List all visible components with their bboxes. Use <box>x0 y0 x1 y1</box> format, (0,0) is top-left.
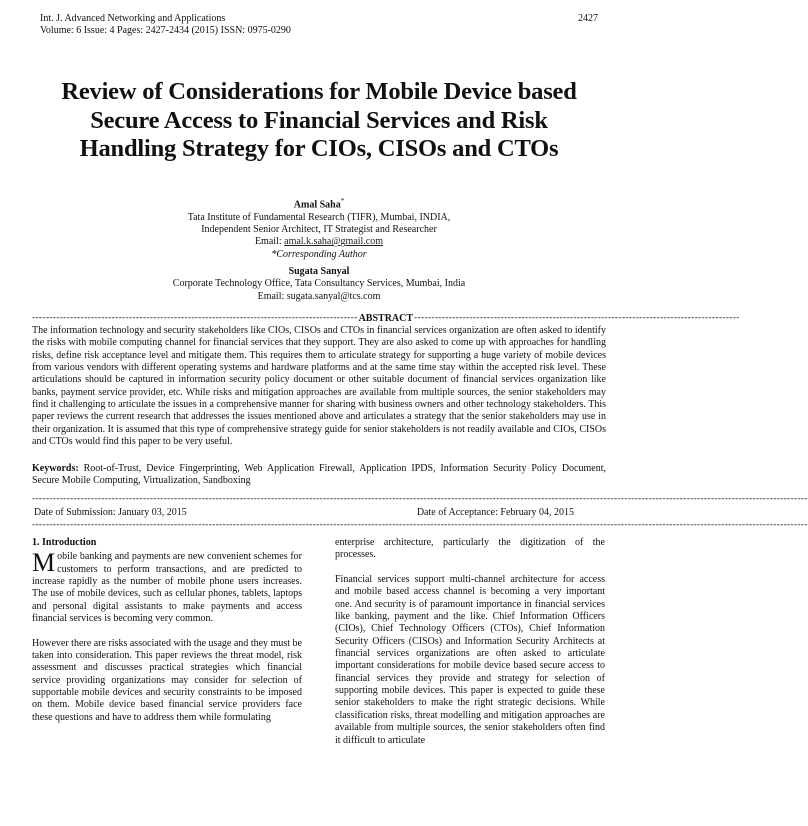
author1-affiliation: Tata Institute of Fundamental Research (TIFR), Mumbai, INDIA, <box>187 211 451 223</box>
submission-date: Date of Submission: January 03, 2015 <box>34 507 187 518</box>
keywords-label: Keywords: <box>32 463 79 474</box>
right-column <box>335 537 605 759</box>
author2-email: Email: sugata.sanyal@tcs.com <box>257 290 381 302</box>
author1-role: Independent Senior Architect, IT Strategist and Researcher <box>201 223 437 235</box>
corresponding-mark: * <box>340 197 345 205</box>
left-column <box>32 537 302 737</box>
journal-header <box>40 13 598 37</box>
divider-bottom: -------------------------------------------------------------------------------------------------------------------------------------------------------------------------------------------------------------------------------- <box>32 520 808 530</box>
right-paragraph-2: Financial services support multi-channel architecture for access and mobile based access channel is becoming a very important one. And security is of paramount importance in financial services like banking, payment and the like. Chief Information Officers (CIOs), Chief Technology Officers (CTOs), Chief Information Security Officers (CISOs) and Information Security Architects at financial services organizations are often asked to articulate important considerations for mobile device based secure access to financial services they provide and strategy for selection of supporting mobile devices. This paper is expected to guide these senior stakeholders to make the right strategic decisions. While classification risks, threat modelling and mitigation approaches are available from multiple sources, the senior stakeholders often find it difficult to articulate <box>335 574 605 746</box>
corresponding-author-note: *Corresponding Author <box>271 248 367 260</box>
acceptance-date: Date of Acceptance: February 04, 2015 <box>416 507 574 518</box>
right-paragraph-1: enterprise architecture, particularly the digitization of the processes. <box>335 537 605 561</box>
journal-volume-info: Volume: 6 Issue: 4 Pages: 2427-2434 (2015) ISSN: 0975-0290 <box>40 25 291 36</box>
drop-cap: M <box>32 548 56 578</box>
author2-block <box>40 266 598 303</box>
dates-row <box>34 507 574 519</box>
intro-paragraph-1 <box>32 548 302 625</box>
divider-dashes-left: ---------------------------------------------------------------------------------------------- <box>32 313 358 323</box>
author2-name: Sugata Sanyal <box>288 266 350 277</box>
paper-title: Review of Considerations for Mobile Device based Secure Access to Financial Services and Risk Handling Strategy for CIOs, CISOs and CTOs <box>61 78 577 162</box>
author1-name: Amal Saha <box>293 199 341 211</box>
author2-affiliation: Corporate Technology Office, Tata Consultancy Services, Mumbai, India <box>172 278 466 290</box>
section-heading-introduction: 1. Introduction <box>32 537 97 548</box>
journal-name: Int. J. Advanced Networking and Applications <box>40 13 226 24</box>
intro-paragraph-1-text: obile banking and payments are new convenient schemes for customers to perform transactions, and are predicted to increase rapidly as the number of mobile phone users increases. The use of mobile devices, such as cellular phones, tablets, laptops and personal digital assistants to make payments and access financial services is becoming very common. <box>32 551 302 625</box>
abstract-text: The information technology and security stakeholders like CIOs, CISOs and CTOs in financial services organization are often asked to identify the risks with mobile computing channel for financial services that they support. They are also asked to come up with approaches for handling risks, define risk acceptance level and mitigate them. This requires them to articulate strategy for supporting a huge variety of mobile devices from various vendors with different operating systems and hardware platforms and at the same time stay within the accepted risk level. These articulations should be captured in information security policy document or other suitable document of financial services organization like banks, payment service provider, etc. While risks and mitigation approaches are available from multiple sources, the senior stakeholders may find it challenging to articulate the issues in a comprehensive manner for sharing with business owners and other technology stakeholders. This paper reviews the current research that addresses the issues mentioned above and articulates a strategy that the senior stakeholders may use in their organization. It is assumed that this type of comprehensive strategy guide for senior stakeholders is not readily available and CIOs, CISOs and CTOs would find this paper to be very useful. <box>32 325 606 448</box>
abstract-divider <box>32 313 740 324</box>
page-number: 2427 <box>578 13 598 24</box>
divider-top: -------------------------------------------------------------------------------------------------------------------------------------------------------------------------------------------------------------------------------- <box>32 494 808 504</box>
author1-email-label: Email: <box>254 236 285 248</box>
author1-email-link[interactable]: amal.k.saha@gmail.com <box>284 236 384 248</box>
intro-paragraph-2: However there are risks associated with the usage and they must be taken into consideration. This paper reviews the threat model, risk assessment and discusses practical strategies which financial service providing organizations may consider for selection of supportable mobile devices and security constraints to be imposed on them. Mobile device based financial service providers face these questions and have to address them while formulating <box>32 637 302 723</box>
divider-dashes-right: ---------------------------------------------------------------------------------------------- <box>414 313 740 323</box>
keywords-paragraph <box>32 463 606 488</box>
keywords-list: Root-of-Trust, Device Fingerprinting, Web Application Firewall, Application IPDS, Information Security Policy Document, Secure Mobile Computing, Virtualization, Sandboxing <box>32 463 606 487</box>
author1-block <box>40 195 598 261</box>
abstract-label: ABSTRACT <box>358 313 414 324</box>
